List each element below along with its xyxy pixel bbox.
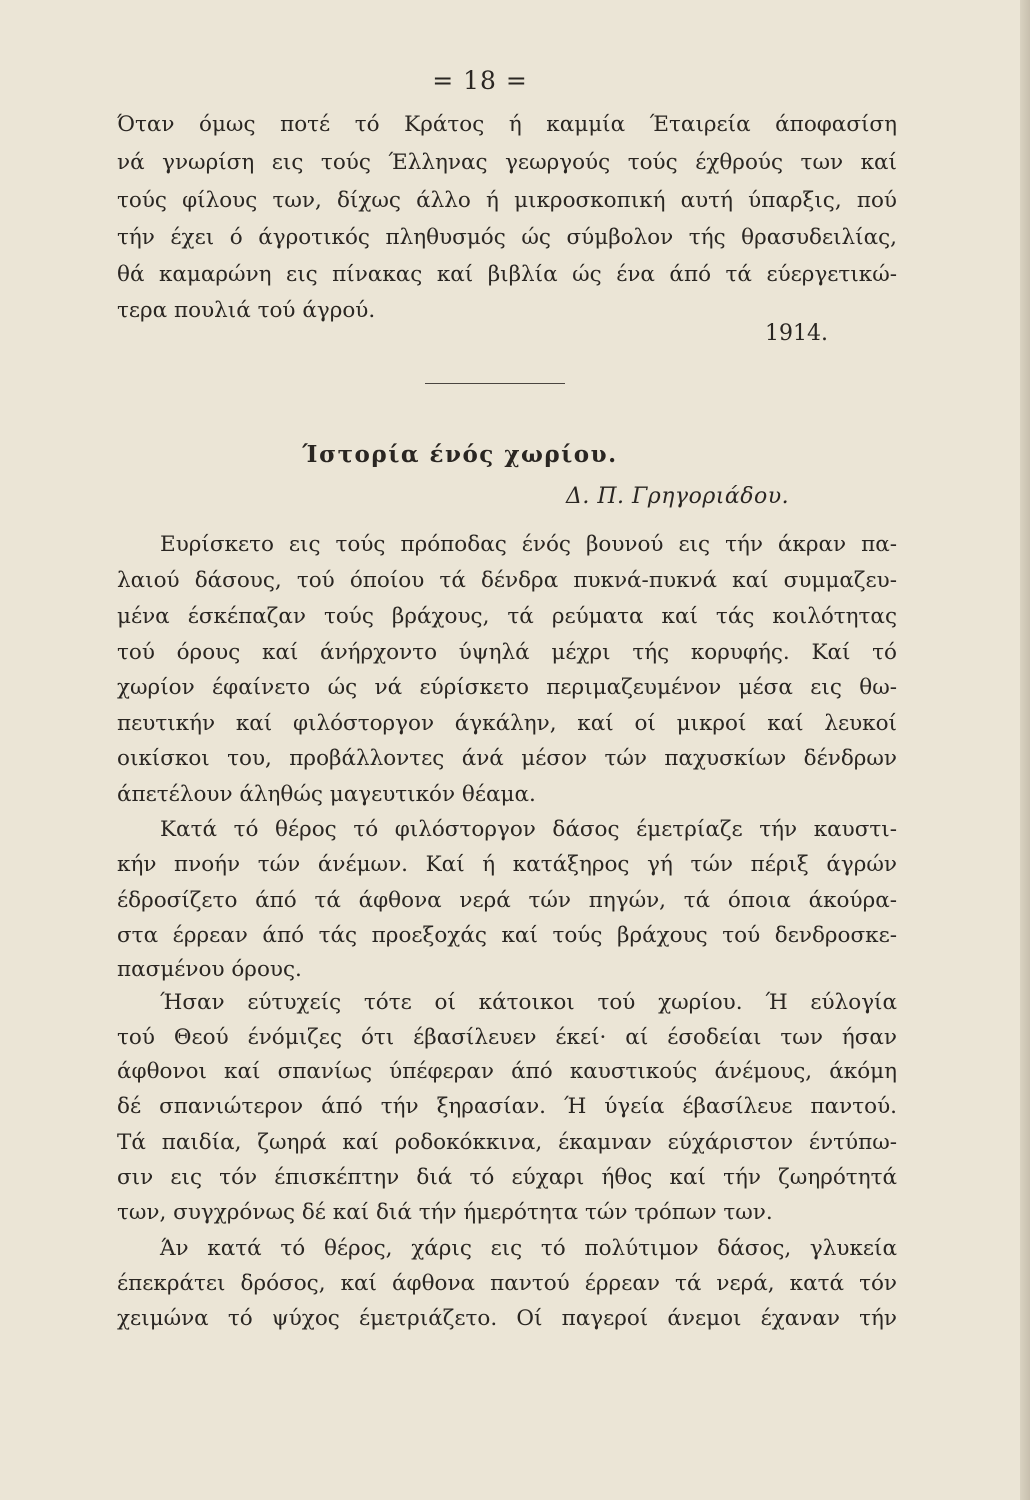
body-line: Τά παιδία, ζωηρά καί ροδοκόκκινα, έκαμναν εύχάριστον έντύπω- — [117, 1130, 897, 1155]
body-line: τού όρους καί άνήρχοντο ύψηλά μέχρι τής κορυφής. Καί τό — [117, 640, 897, 665]
section-title: Ίστορία ένός χωρίου. — [302, 441, 618, 468]
body-line: Άν κατά τό θέρος, χάρις εις τό πολύτιμον δάσος, γλυκεία — [160, 1236, 897, 1261]
section-divider — [425, 383, 565, 384]
intro-line: νά γνωρίση εις τούς Έλληνας γεωργούς τούς έχθρούς των καί — [117, 150, 897, 175]
body-line: Ήσαν εύτυχείς τότε οί κάτοικοι τού χωρίου. Ή εύλογία — [160, 990, 897, 1015]
body-line: Κατά τό θέρος τό φιλόστοργον δάσος έμετρίαζε τήν καυστι- — [160, 817, 897, 842]
date: 1914. — [765, 321, 828, 346]
body-line: έδροσίζετο άπό τά άφθονα νερά τών πηγών, τά όποια άκούρα- — [117, 888, 897, 913]
intro-line: τούς φίλους των, δίχως άλλο ή μικροσκοπική αυτή ύπαρξις, πού — [117, 188, 897, 213]
body-line: χειμώνα τό ψύχος έμετριάζετο. Οί παγεροί άνεμοι έχαναν τήν — [117, 1306, 897, 1331]
body-line: οικίσκοι του, προβάλλοντες άνά μέσον τών παχυσκίων δένδρων — [117, 746, 897, 771]
body-line: μένα έσκέπαζαν τούς βράχους, τά ρεύματα καί τάς κοιλότητας — [117, 604, 897, 629]
body-line: τού Θεού ένόμιζες ότι έβασίλευεν έκεί· αί έσοδείαι των ήσαν — [117, 1025, 897, 1050]
page-edge — [1020, 0, 1030, 1500]
body-line: πασμένου όρους. — [117, 957, 302, 982]
author-name: Δ. Π. Γρηγοριάδου. — [566, 484, 790, 509]
intro-line: τήν έχει ό άγροτικός πληθυσμός ώς σύμβολον τής θρασυδειλίας, — [117, 225, 897, 250]
body-line: άφθονοι καί σπανίως ύπέφεραν άπό καυστικούς άνέμους, άκόμη — [117, 1059, 897, 1084]
body-line: Ευρίσκετο εις τούς πρόποδας ένός βουνού εις τήν άκραν πα- — [160, 532, 897, 557]
body-line: πευτικήν καί φιλόστοργον άγκάλην, καί οί μικροί καί λευκοί — [117, 711, 897, 736]
body-line: χωρίον έφαίνετο ώς νά εύρίσκετο περιμαζευμένον μέσα εις θω- — [117, 675, 897, 700]
body-line: κήν πνοήν τών άνέμων. Καί ή κατάξηρος γή τών πέριξ άγρών — [117, 852, 897, 877]
body-line: των, συγχρόνως δέ καί διά τήν ήμερότητα τών τρόπων των. — [117, 1200, 773, 1225]
body-line: έπεκράτει δρόσος, καί άφθονα παντού έρρεαν τά νερά, κατά τόν — [117, 1271, 897, 1296]
intro-line: τερα πουλιά τού άγρού. — [117, 298, 376, 323]
intro-line: θά καμαρώνη εις πίνακας καί βιβλία ώς ένα άπό τά εύεργετικώ- — [117, 262, 897, 287]
body-line: σιν εις τόν έπισκέπτην διά τό εύχαρι ήθος καί τήν ζωηρότητά — [117, 1165, 897, 1190]
body-line: λαιού δάσους, τού όποίου τά δένδρα πυκνά-πυκνά καί συμμαζευ- — [117, 568, 897, 593]
body-line: άπετέλουν άληθώς μαγευτικόν θέαμα. — [117, 782, 536, 807]
page-number: = 18 = — [432, 66, 528, 95]
body-line: στα έρρεαν άπό τάς προεξοχάς καί τούς βράχους τού δενδροσκε- — [117, 923, 897, 948]
intro-line: Όταν όμως ποτέ τό Κράτος ή καμμία Έταιρεία άποφασίση — [117, 112, 897, 137]
body-line: δέ σπανιώτερον άπό τήν ξηρασίαν. Ή ύγεία έβασίλευε παντού. — [117, 1094, 897, 1119]
